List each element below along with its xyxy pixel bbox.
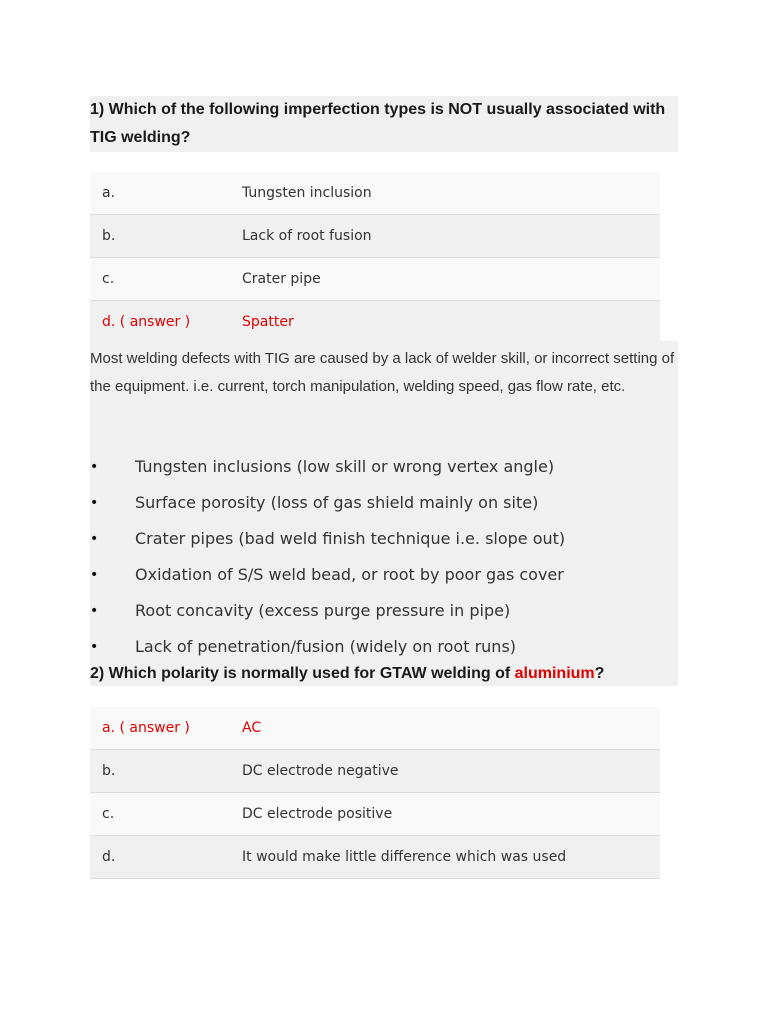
option-text: DC electrode negative — [230, 750, 660, 793]
option-letter: c. — [90, 258, 230, 301]
option-text: Tungsten inclusion — [230, 172, 660, 215]
option-row — [90, 836, 660, 879]
option-text: Spatter — [230, 301, 660, 344]
list-item — [90, 593, 678, 629]
question-2-highlight: aluminium — [514, 665, 595, 682]
option-row — [90, 793, 660, 836]
option-letter: c. — [90, 793, 230, 836]
list-item-text: Oxidation of S/S weld bead, or root by poor gas cover — [135, 565, 564, 584]
list-item-text: Crater pipes (bad weld finish technique i.e. slope out) — [135, 529, 566, 548]
bullet-icon: • — [90, 531, 99, 547]
list-item-text: Root concavity (excess purge pressure in pipe) — [135, 601, 511, 620]
question-2-title-prefix: 2) Which polarity is normally used for GTAW welding of — [90, 665, 515, 682]
question-2-title-suffix: ? — [594, 665, 605, 682]
option-row — [90, 258, 660, 301]
option-text: AC — [230, 707, 660, 750]
bullet-icon: • — [90, 567, 99, 583]
explanation-text: Most welding defects with TIG are caused by a lack of welder skill, or incorrect setting of the equipment. i.e. current, torch manipulation, welding speed, gas flow rate, etc. — [90, 350, 675, 395]
question-2-options — [90, 707, 660, 879]
option-letter: b. — [90, 750, 230, 793]
option-row — [90, 750, 660, 793]
option-text: Crater pipe — [230, 258, 660, 301]
list-item-text: Surface porosity (loss of gas shield mainly on site) — [135, 493, 539, 512]
list-item — [90, 485, 678, 521]
answer-option-row — [90, 707, 660, 750]
answer-option-row — [90, 301, 660, 344]
option-letter: a. ( answer ) — [90, 707, 230, 750]
option-row — [90, 215, 660, 258]
bullet-icon: • — [90, 459, 99, 475]
list-item-text: Tungsten inclusions (low skill or wrong vertex angle) — [135, 457, 555, 476]
list-item — [90, 449, 678, 485]
option-letter: a. — [90, 172, 230, 215]
question-2-title — [90, 660, 678, 686]
explanation-block — [90, 341, 678, 660]
option-text: It would make little difference which was used — [230, 836, 660, 879]
option-letter: b. — [90, 215, 230, 258]
bullet-icon: • — [90, 603, 99, 619]
option-letter: d. ( answer ) — [90, 301, 230, 344]
defect-list — [90, 449, 678, 665]
option-row — [90, 172, 660, 215]
question-1-title: 1) Which of the following imperfection types is NOT usually associated with TIG welding? — [90, 96, 678, 152]
list-item-text: Lack of penetration/fusion (widely on root runs) — [135, 637, 517, 656]
list-item — [90, 521, 678, 557]
question-1-options — [90, 172, 660, 344]
option-text: DC electrode positive — [230, 793, 660, 836]
list-item — [90, 557, 678, 593]
option-text: Lack of root fusion — [230, 215, 660, 258]
bullet-icon: • — [90, 639, 99, 655]
option-letter: d. — [90, 836, 230, 879]
bullet-icon: • — [90, 495, 99, 511]
